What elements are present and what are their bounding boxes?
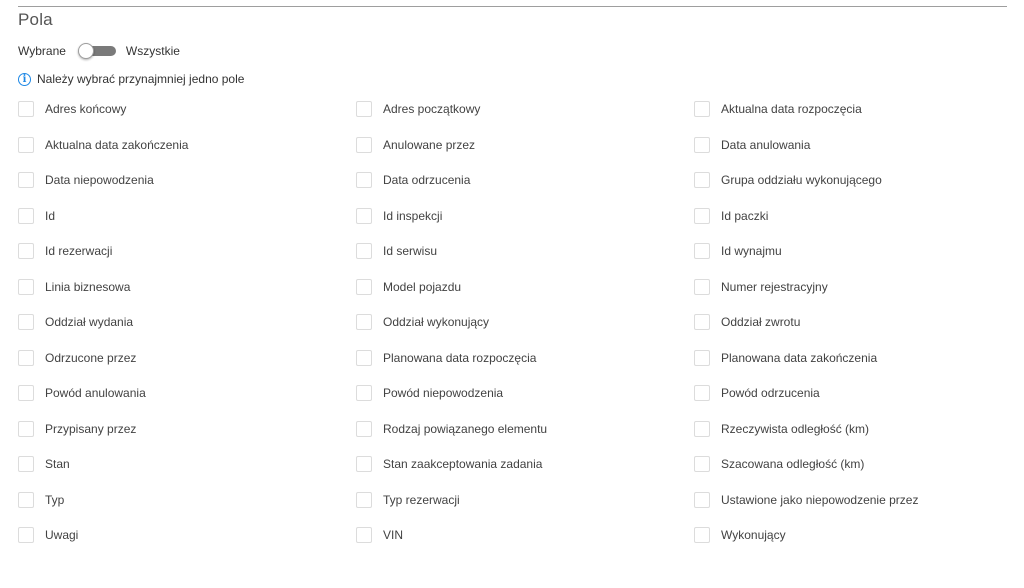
field-label[interactable]: Id serwisu — [383, 244, 438, 258]
field-label[interactable]: Data odrzucenia — [383, 173, 471, 187]
field-label[interactable]: Oddział wydania — [45, 315, 134, 329]
field-checkbox[interactable] — [18, 101, 34, 117]
selection-toggle-switch[interactable] — [78, 43, 116, 59]
section-title: Pola — [18, 10, 53, 29]
field-label[interactable]: Stan — [45, 457, 70, 471]
field-option[interactable] — [694, 135, 1018, 155]
section-divider — [18, 6, 1007, 7]
field-label[interactable]: Data niepowodzenia — [45, 173, 154, 187]
field-checkbox[interactable] — [18, 456, 34, 472]
toggle-knob[interactable] — [78, 43, 94, 59]
field-checkbox[interactable] — [694, 101, 710, 117]
field-option[interactable] — [356, 383, 694, 403]
field-label[interactable]: Adres końcowy — [45, 102, 127, 116]
field-checkbox[interactable] — [18, 208, 34, 224]
field-option[interactable] — [18, 454, 356, 474]
toggle-left-label[interactable]: Wybrane — [18, 44, 66, 58]
field-option[interactable] — [18, 241, 356, 261]
field-label[interactable]: Linia biznesowa — [45, 279, 131, 294]
field-checkbox[interactable] — [18, 385, 34, 401]
field-option[interactable] — [694, 99, 1018, 119]
field-option[interactable] — [694, 312, 1018, 332]
field-checkbox[interactable] — [356, 172, 372, 188]
info-icon: i — [18, 73, 31, 86]
field-checkbox[interactable] — [18, 350, 34, 366]
field-checkbox[interactable] — [694, 137, 710, 153]
field-label[interactable]: Model pojazdu — [383, 279, 462, 294]
field-label[interactable]: Id inspekcji — [383, 208, 443, 223]
field-checkbox[interactable] — [694, 456, 710, 472]
field-label[interactable]: Data anulowania — [721, 137, 811, 152]
field-option[interactable] — [18, 99, 356, 119]
field-option[interactable] — [694, 383, 1018, 403]
field-option[interactable] — [694, 277, 1018, 297]
field-label[interactable]: Przypisany przez — [45, 421, 137, 436]
field-option[interactable] — [356, 277, 694, 297]
field-label[interactable]: Id wynajmu — [721, 244, 782, 258]
field-option[interactable] — [18, 525, 356, 545]
field-checkbox[interactable] — [694, 527, 710, 543]
field-checkbox[interactable] — [694, 421, 710, 437]
field-option[interactable] — [18, 277, 356, 297]
validation-notice — [18, 72, 244, 86]
field-label[interactable]: Id rezerwacji — [45, 244, 113, 258]
field-label[interactable]: Powód odrzucenia — [721, 386, 820, 400]
field-label[interactable]: Aktualna data zakończenia — [45, 137, 189, 152]
field-option[interactable] — [356, 99, 694, 119]
field-option[interactable] — [356, 135, 694, 155]
field-option[interactable] — [356, 206, 694, 226]
field-checkbox[interactable] — [694, 243, 710, 259]
field-label[interactable]: Grupa oddziału wykonującego — [721, 173, 882, 187]
field-label[interactable]: Powód niepowodzenia — [383, 386, 504, 400]
field-checkbox[interactable] — [694, 314, 710, 330]
field-checkbox[interactable] — [694, 350, 710, 366]
field-checkbox[interactable] — [694, 279, 710, 295]
field-checkbox[interactable] — [18, 421, 34, 437]
field-checkbox[interactable] — [356, 421, 372, 437]
field-option[interactable] — [356, 490, 694, 510]
field-checkbox[interactable] — [356, 101, 372, 117]
notice-text: Należy wybrać przynajmniej jedno pole — [37, 72, 245, 86]
field-checkbox[interactable] — [18, 527, 34, 543]
field-label[interactable]: Ustawione jako niepowodzenie przez — [721, 492, 919, 507]
field-label[interactable]: Stan zaakceptowania zadania — [383, 457, 543, 471]
field-label[interactable]: Typ — [45, 492, 65, 507]
field-label[interactable]: Wykonujący — [721, 528, 786, 542]
field-option[interactable] — [356, 348, 694, 368]
field-label[interactable]: Anulowane przez — [383, 137, 476, 152]
field-option[interactable] — [694, 170, 1018, 190]
field-label[interactable]: Odrzucone przez — [45, 350, 137, 365]
field-label[interactable]: Id paczki — [721, 208, 769, 223]
field-checkbox[interactable] — [18, 137, 34, 153]
field-label[interactable]: Numer rejestracyjny — [721, 279, 828, 294]
field-checkbox[interactable] — [356, 243, 372, 259]
field-checkbox[interactable] — [356, 279, 372, 295]
field-label[interactable]: Planowana data zakończenia — [721, 350, 878, 365]
field-option[interactable] — [356, 170, 694, 190]
field-option[interactable] — [18, 490, 356, 510]
field-checkbox[interactable] — [356, 527, 372, 543]
field-checkbox[interactable] — [356, 456, 372, 472]
field-option[interactable] — [18, 383, 356, 403]
field-checkbox[interactable] — [18, 243, 34, 259]
field-checkbox[interactable] — [18, 314, 34, 330]
field-checkbox[interactable] — [356, 492, 372, 508]
field-label[interactable]: Rodzaj powiązanego elementu — [383, 421, 548, 436]
field-label[interactable]: Szacowana odległość (km) — [721, 457, 865, 471]
field-option[interactable] — [356, 312, 694, 332]
field-option[interactable] — [694, 525, 1018, 545]
field-label[interactable]: Oddział zwrotu — [721, 315, 801, 329]
field-option[interactable] — [694, 206, 1018, 226]
field-option[interactable] — [18, 419, 356, 439]
field-label[interactable]: Aktualna data rozpoczęcia — [721, 102, 862, 116]
field-checkbox[interactable] — [356, 385, 372, 401]
field-checkbox[interactable] — [18, 279, 34, 295]
field-option[interactable] — [18, 135, 356, 155]
field-checkbox[interactable] — [694, 208, 710, 224]
field-option[interactable] — [356, 419, 694, 439]
selection-toggle-row — [18, 43, 180, 59]
field-label[interactable]: VIN — [383, 528, 404, 542]
field-checkbox[interactable] — [694, 385, 710, 401]
field-label[interactable]: Adres początkowy — [383, 102, 481, 116]
field-label[interactable]: Planowana data rozpoczęcia — [383, 350, 537, 365]
field-option[interactable] — [18, 312, 356, 332]
field-checkbox[interactable] — [356, 350, 372, 366]
toggle-right-label[interactable]: Wszystkie — [125, 44, 180, 58]
field-label[interactable]: Oddział wykonujący — [383, 315, 490, 329]
field-option[interactable] — [694, 241, 1018, 261]
field-option[interactable] — [694, 348, 1018, 368]
field-checkbox[interactable] — [694, 492, 710, 508]
field-checkbox[interactable] — [694, 172, 710, 188]
field-option[interactable] — [356, 241, 694, 261]
field-checkbox[interactable] — [18, 172, 34, 188]
field-label[interactable]: Rzeczywista odległość (km) — [721, 421, 870, 436]
field-checkbox[interactable] — [356, 314, 372, 330]
field-checkbox[interactable] — [18, 492, 34, 508]
field-label[interactable]: Uwagi — [45, 528, 79, 542]
field-checkbox[interactable] — [356, 208, 372, 224]
field-option[interactable] — [356, 454, 694, 474]
field-option[interactable] — [18, 206, 356, 226]
field-checkbox[interactable] — [356, 137, 372, 153]
field-label[interactable]: Powód anulowania — [45, 386, 146, 400]
field-label[interactable]: Id — [45, 208, 56, 223]
field-option[interactable] — [694, 419, 1018, 439]
field-option[interactable] — [694, 490, 1018, 510]
fields-grid — [18, 99, 1018, 561]
field-option[interactable] — [18, 348, 356, 368]
field-option[interactable] — [356, 525, 694, 545]
field-label[interactable]: Typ rezerwacji — [383, 492, 460, 507]
field-option[interactable] — [18, 170, 356, 190]
field-option[interactable] — [694, 454, 1018, 474]
